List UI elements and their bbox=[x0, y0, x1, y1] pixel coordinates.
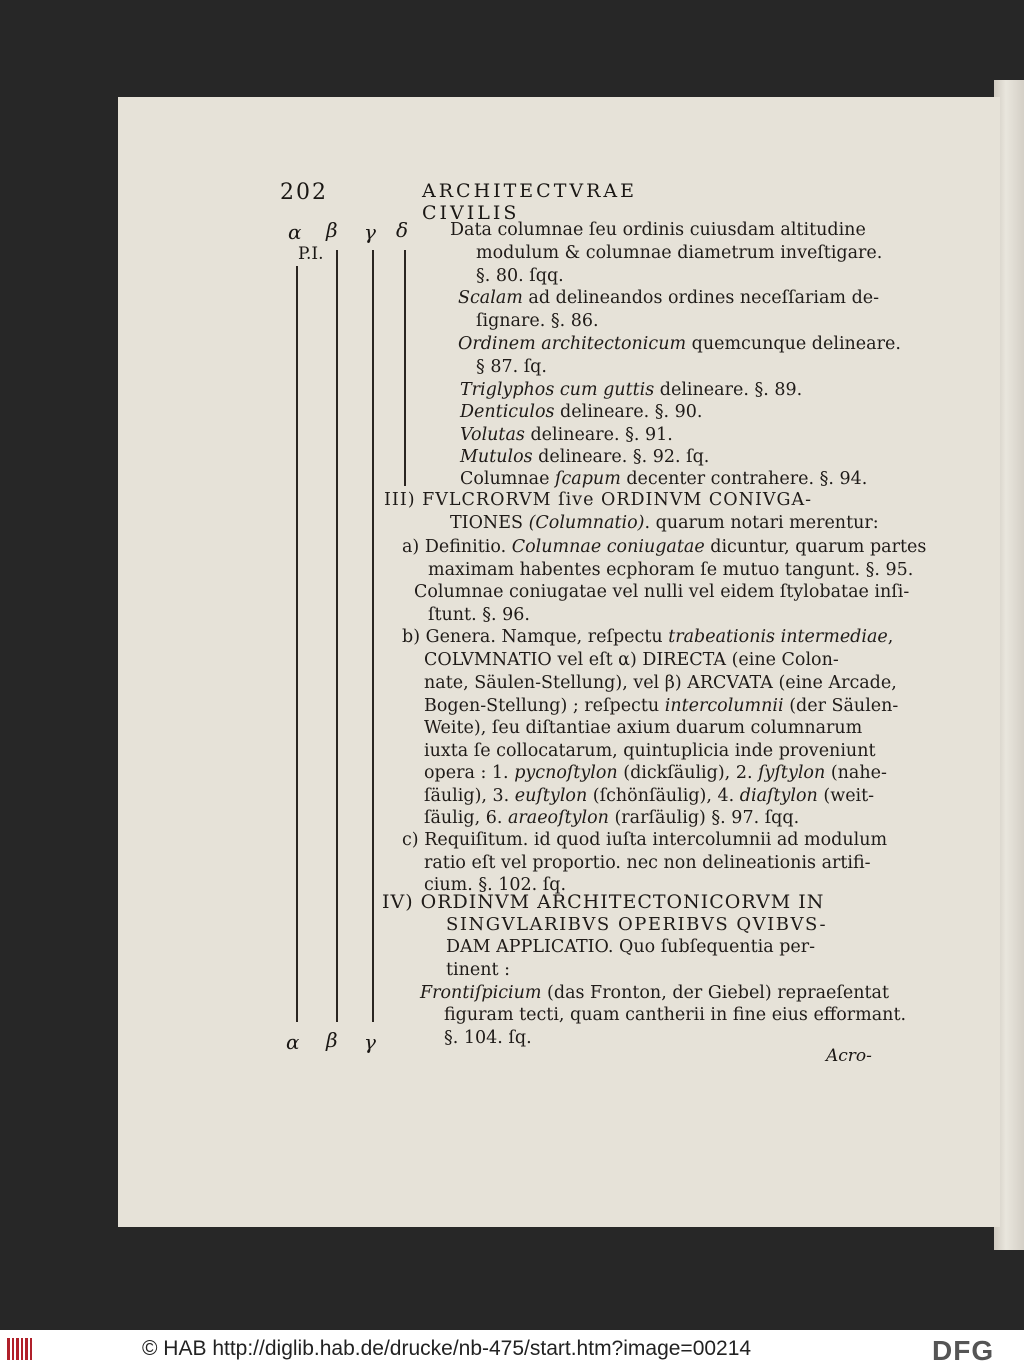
text-line: Ordinem architectonicum quemcunque delineare. bbox=[458, 334, 901, 354]
text-line: Triglyphos cum guttis delineare. §. 89. bbox=[460, 380, 803, 400]
dfg-logo: DFG bbox=[932, 1335, 995, 1366]
page-number: 202 bbox=[280, 180, 328, 205]
text-line: Frontiſpicium (das Fronton, der Giebel) repraeſentat bbox=[420, 983, 889, 1003]
bracket-line-gamma bbox=[372, 250, 374, 1022]
column-letter-alpha-top: α bbox=[288, 220, 302, 244]
text-line: ſtunt. §. 96. bbox=[428, 605, 530, 625]
text-line: SINGVLARIBVS OPERIBVS QVIBVS- bbox=[446, 914, 828, 935]
text-line: iuxta ſe collocatarum, quintuplicia inde proveniunt bbox=[424, 741, 876, 761]
text-line: COLVMNATIO vel eſt α) DIRECTA (eine Colon- bbox=[424, 650, 839, 670]
text-line: figuram tecti, quam cantherii in fine eius efformant. bbox=[444, 1005, 907, 1025]
running-title: ARCHITECTVRAE CIVILIS bbox=[422, 180, 638, 224]
text-line: Bogen-Stellung) ; reſpectu intercolumnii (der Säulen- bbox=[424, 696, 899, 716]
text-line: a) Definitio. Columnae coniugatae dicuntur, quarum partes bbox=[402, 537, 927, 557]
text-line: ſignare. §. 86. bbox=[476, 311, 599, 331]
text-line: Data columnae ſeu ordinis cuiusdam altitudine bbox=[450, 220, 866, 240]
text-line: b) Genera. Namque, reſpectu trabeationis intermediae, bbox=[402, 627, 894, 647]
section-heading-iv: IV) ORDINVM ARCHITECTONICORVM IN bbox=[382, 891, 825, 913]
text-line: ſäulig, 6. araeoſtylon (rarſäulig) §. 97. ſqq. bbox=[424, 808, 800, 828]
text-line: DAM APPLICATIO. Quo ſubſequentia per- bbox=[446, 937, 816, 957]
text-line: §. 80. ſqq. bbox=[476, 266, 564, 286]
text-line: modulum & columnae diametrum inveſtigare. bbox=[476, 243, 883, 263]
text-line: Columnae coniugatae vel nulli vel eidem ſtylobatae inſi- bbox=[414, 582, 910, 602]
text-line: cium. §. 102. ſq. bbox=[424, 875, 567, 895]
text-line: Columnae ſcapum decenter contrahere. §. 94. bbox=[460, 469, 868, 489]
section-heading-iii: III) FVLCRORVM ſive ORDINVM CONIVGA- bbox=[384, 490, 813, 510]
hab-logo-icon bbox=[6, 1334, 36, 1364]
text-line: c) Requiſitum. id quod iuſta intercolumnii ad modulum bbox=[402, 830, 888, 850]
text-line: Mutulos delineare. §. 92. ſq. bbox=[460, 447, 710, 467]
catchword: Acro- bbox=[826, 1046, 872, 1066]
text-line: §. 104. ſq. bbox=[444, 1028, 532, 1048]
column-letter-beta-bottom: β bbox=[326, 1028, 338, 1052]
text-line: § 87. ſq. bbox=[476, 357, 547, 377]
text-line: Denticulos delineare. §. 90. bbox=[460, 402, 703, 422]
column-letter-delta-top: δ bbox=[396, 218, 409, 242]
text-line: ſäulig), 3. euſtylon (ſchönſäulig), 4. diaſtylon (weit- bbox=[424, 786, 875, 806]
bracket-line-alpha bbox=[296, 266, 298, 1022]
text-line: maximam habentes ecphoram ſe mutuo tangunt. §. 95. bbox=[428, 560, 914, 580]
text-line: Scalam ad delineandos ordines neceſſariam de- bbox=[458, 288, 880, 308]
part-label: P.I. bbox=[298, 244, 324, 264]
text-line: TIONES (Columnatio). quarum notari merentur: bbox=[450, 513, 879, 533]
text-line: tinent : bbox=[446, 960, 511, 980]
copyright-link[interactable]: © HAB http://diglib.hab.de/drucke/nb-475/start.htm?image=00214 bbox=[142, 1337, 752, 1360]
column-letter-beta-top: β bbox=[326, 218, 338, 242]
text-line: nate, Säulen-Stellung), vel β) ARCVATA (eine Arcade, bbox=[424, 673, 897, 693]
column-letter-gamma-top: γ bbox=[364, 220, 376, 244]
bracket-line-delta bbox=[404, 250, 406, 486]
text-line: Weite), ſeu diſtantiae axium duarum columnarum bbox=[424, 718, 863, 738]
footer-bar bbox=[0, 1330, 1024, 1368]
column-letter-alpha-bottom: α bbox=[286, 1030, 300, 1054]
bracket-line-beta bbox=[336, 250, 338, 1022]
column-letter-gamma-bottom: γ bbox=[364, 1030, 376, 1054]
page-header bbox=[280, 180, 740, 224]
text-line: ratio eſt vel proportio. nec non delineationis artifi- bbox=[424, 853, 871, 873]
text-line: opera : 1. pycnoſtylon (dickſäulig), 2. ſyſtylon (nahe- bbox=[424, 763, 887, 783]
text-line: Volutas delineare. §. 91. bbox=[460, 425, 673, 445]
